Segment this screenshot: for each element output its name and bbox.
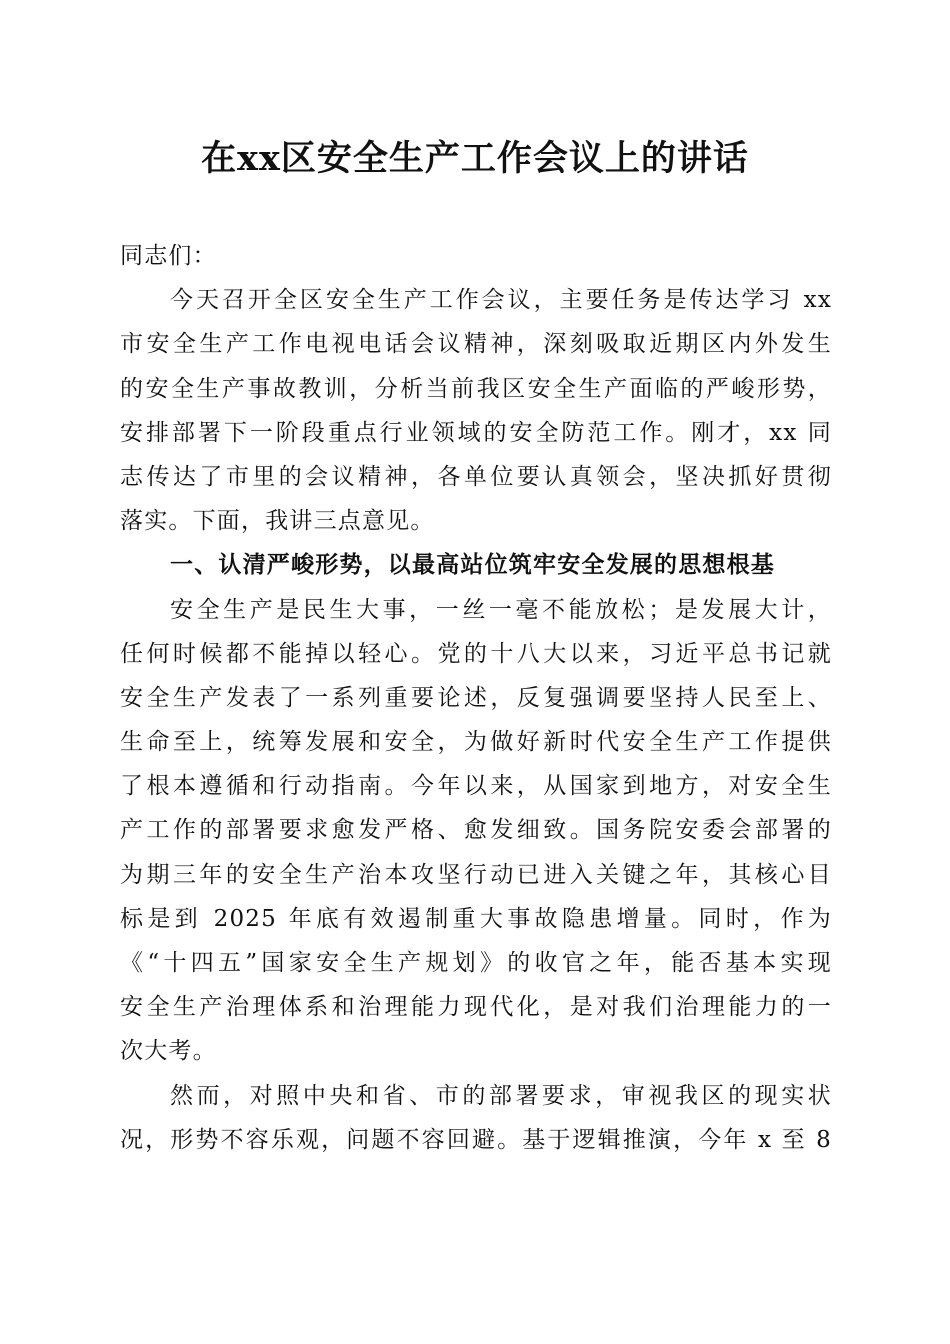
paragraph-2-line-2: 任何时候都不能掉以轻心。党的十八大以来，习近平总书记就 xyxy=(120,640,832,667)
paragraph-2-line-1: 安全生产是民生大事，一丝一毫不能放松；是发展大计， xyxy=(170,596,832,623)
document-title: 在xx区安全生产工作会议上的讲话 xyxy=(201,138,749,179)
section-heading-1: 一、认清严峻形势，以最高站位筑牢安全发展的思想根基 xyxy=(170,552,775,579)
paragraph-2-line-3: 安全生产发表了一系列重要论述，反复强调要坚持人民至上、 xyxy=(120,684,832,711)
paragraph-2-line-9: 《“十四五”国家安全生产规划》的收官之年，能否基本实现 xyxy=(120,950,832,976)
paragraph-2-line-8: 标是到 2025 年底有效遏制重大事故隐患增量。同时，作为 xyxy=(120,905,832,932)
paragraph-1-line-6: 落实。下面，我讲三点意见。 xyxy=(120,508,435,535)
salutation: 同志们： xyxy=(120,243,217,269)
paragraph-2-line-5: 了根本遵循和行动指南。今年以来，从国家到地方，对安全生 xyxy=(120,773,832,800)
document-body xyxy=(120,234,832,1162)
paragraph-1-line-2: 市安全生产工作电视电话会议精神，深刻吸取近期区内外发生 xyxy=(120,331,832,358)
paragraph-1-line-1: 今天召开全区安全生产工作会议，主要任务是传达学习 xx xyxy=(170,287,832,314)
paragraph-2-line-10: 安全生产治理体系和治理能力现代化，是对我们治理能力的一 xyxy=(120,994,832,1021)
paragraph-3-line-1: 然而，对照中央和省、市的部署要求，审视我区的现实状 xyxy=(170,1082,832,1109)
paragraph-1-line-5: 志传达了市里的会议精神，各单位要认真领会，坚决抓好贯彻 xyxy=(120,463,832,490)
paragraph-1-line-3: 的安全生产事故教训，分析当前我区安全生产面临的严峻形势， xyxy=(120,375,832,402)
paragraph-2-line-6: 产工作的部署要求愈发严格、愈发细致。国务院安委会部署的 xyxy=(120,817,832,844)
paragraph-3-line-2: 况，形势不容乐观，问题不容回避。基于逻辑推演，今年 x 至 8 xyxy=(120,1126,832,1153)
paragraph-2-line-4: 生命至上，统筹发展和安全，为做好新时代安全生产工作提供 xyxy=(120,729,832,756)
paragraph-1-line-4: 安排部署下一阶段重点行业领域的安全防范工作。刚才，xx 同 xyxy=(120,419,832,446)
paragraph-2-line-7: 为期三年的安全生产治本攻坚行动已进入关键之年，其核心目 xyxy=(120,861,832,888)
paragraph-2-line-11: 次大考。 xyxy=(120,1038,217,1065)
